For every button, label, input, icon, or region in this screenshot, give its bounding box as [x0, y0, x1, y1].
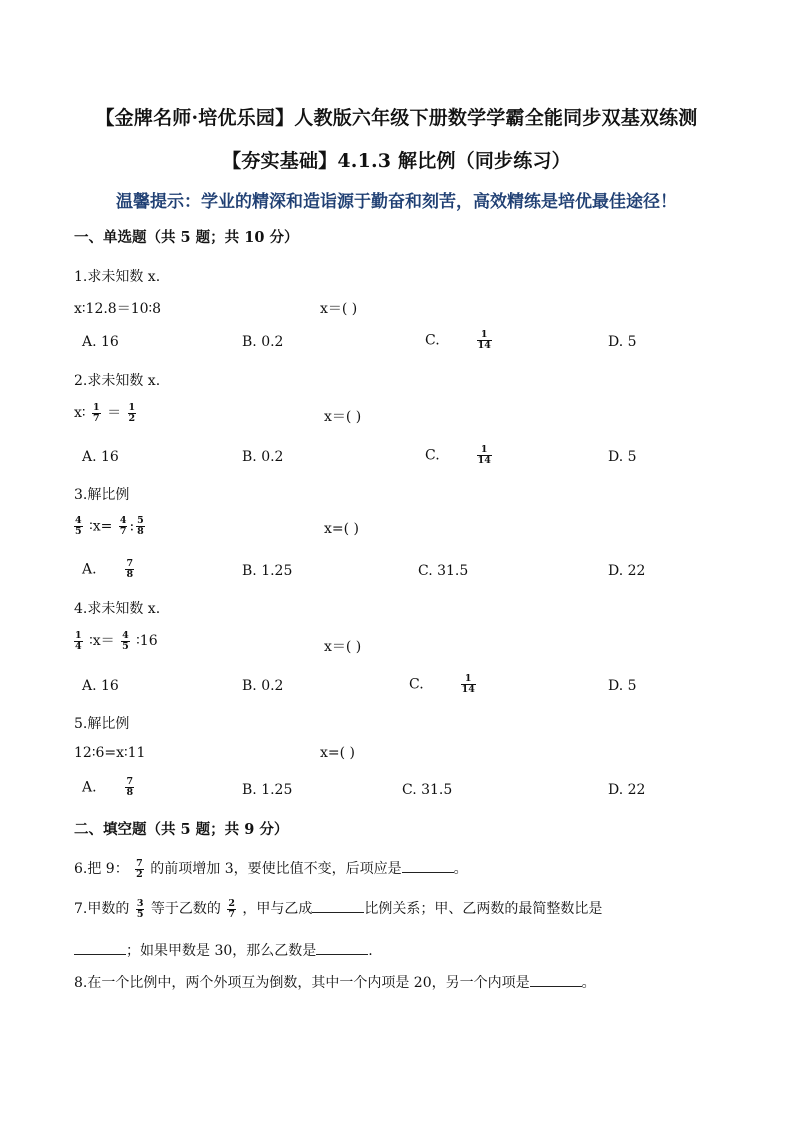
- fraction: $\frac{2}{7}$: [228, 897, 235, 920]
- question-4-answer: x＝( ): [324, 639, 362, 655]
- question-5-option-d: D. 22: [608, 782, 646, 798]
- question-6: 6.把 9： $\frac{7}{2}$ 的前项增加 3，要使比值不变，后项应是 。: [74, 857, 468, 880]
- fraction: $\frac{4}{7}$: [119, 515, 127, 537]
- question-1-option-d: D. 5: [608, 334, 637, 350]
- answer-blank[interactable]: [530, 974, 582, 987]
- question-7-line-2: ；如果甲数是 30，那么乙数是 .: [74, 940, 373, 960]
- question-3-option-d: D. 22: [608, 563, 646, 579]
- fraction: $\frac{3}{5}$: [136, 897, 144, 920]
- question-5-answer: x=( ): [320, 745, 355, 761]
- answer-blank[interactable]: [74, 942, 126, 955]
- question-2-label: 2.求未知数 x.: [74, 373, 161, 389]
- question-5-equation: 12∶6=x∶11: [74, 745, 146, 761]
- question-7: 7.甲数的 $\frac{3}{5}$ 等于乙数的 $\frac{2}{7}$ ，甲与乙成 比例关系；甲、乙两数的最简整数比是: [74, 897, 603, 920]
- question-1-label: 1.求未知数 x.: [74, 269, 161, 285]
- question-1-option-a: A. 16: [82, 334, 119, 350]
- question-2-answer: x＝( ): [324, 409, 362, 425]
- question-5-label: 5.解比例: [74, 716, 130, 732]
- question-5-option-a: A. $\frac{7}{8}$: [82, 776, 134, 798]
- question-4-option-c: C. $\frac{1}{14}$: [409, 673, 475, 695]
- question-4-label: 4.求未知数 x.: [74, 601, 161, 617]
- document-subtitle: 【夯实基础】4.1.3 解比例（同步练习）: [222, 150, 571, 172]
- tip-text: 温馨提示：学业的精深和造诣源于勤奋和刻苦，高效精练是培优最佳途径！: [116, 192, 677, 212]
- question-5-option-c: C. 31.5: [402, 782, 453, 798]
- question-1-equation: x∶12.8＝10∶8: [74, 301, 162, 317]
- question-3-equation: $\frac{4}{5}$ ∶x= $\frac{4}{7}$ : $\frac{5}{8}$: [75, 515, 144, 537]
- fraction: $\frac{1}{7}$: [93, 401, 100, 424]
- answer-blank[interactable]: [402, 860, 454, 873]
- fraction: $\frac{1}{4}$: [75, 629, 82, 652]
- section-heading-fill-blank: 二、填空题（共 5 题；共 9 分）: [74, 821, 289, 838]
- question-1-answer: x＝( ): [320, 301, 358, 317]
- question-4-equation: $\frac{1}{4}$ ∶x＝ $\frac{4}{5}$ ∶16: [75, 629, 158, 652]
- fraction: $\frac{4}{5}$: [75, 515, 82, 537]
- fraction: $\frac{1}{14}$: [477, 444, 491, 466]
- fraction: $\frac{7}{2}$: [136, 857, 143, 880]
- question-1-option-b: B. 0.2: [242, 334, 284, 350]
- question-3-answer: x=( ): [324, 521, 359, 537]
- question-2-equation: x∶ $\frac{1}{7}$ ＝ $\frac{1}{2}$: [74, 401, 136, 424]
- question-4-option-b: B. 0.2: [242, 678, 284, 694]
- question-1-option-c: C. $\frac{1}{14}$: [425, 329, 491, 351]
- answer-blank[interactable]: [312, 900, 364, 913]
- fraction: $\frac{1}{14}$: [477, 329, 491, 351]
- question-2-option-b: B. 0.2: [242, 449, 284, 465]
- fraction: $\frac{1}{2}$: [128, 401, 136, 424]
- fraction: $\frac{7}{8}$: [126, 558, 134, 580]
- fraction: $\frac{1}{14}$: [461, 673, 475, 695]
- question-2-option-a: A. 16: [82, 449, 119, 465]
- question-3-option-c: C. 31.5: [418, 563, 469, 579]
- question-3-option-b: B. 1.25: [242, 563, 293, 579]
- question-8: 8.在一个比例中，两个外项互为倒数，其中一个内项是 20，另一个内项是 。: [74, 975, 596, 991]
- question-2-option-d: D. 5: [608, 449, 637, 465]
- fraction: $\frac{7}{8}$: [126, 776, 134, 798]
- document-title: 【金牌名师·培优乐园】人教版六年级下册数学学霸全能同步双基双练测: [95, 107, 698, 129]
- question-3-label: 3.解比例: [74, 487, 130, 503]
- question-4-option-d: D. 5: [608, 678, 637, 694]
- question-2-option-c: C. $\frac{1}{14}$: [425, 444, 491, 466]
- fraction: $\frac{5}{8}$: [137, 515, 144, 537]
- answer-blank[interactable]: [316, 942, 368, 955]
- question-3-option-a: A. $\frac{7}{8}$: [82, 558, 134, 580]
- question-5-option-b: B. 1.25: [242, 782, 293, 798]
- fraction: $\frac{4}{5}$: [122, 629, 129, 652]
- question-4-option-a: A. 16: [82, 678, 119, 694]
- section-heading-single-choice: 一、单选题（共 5 题；共 10 分）: [74, 229, 299, 246]
